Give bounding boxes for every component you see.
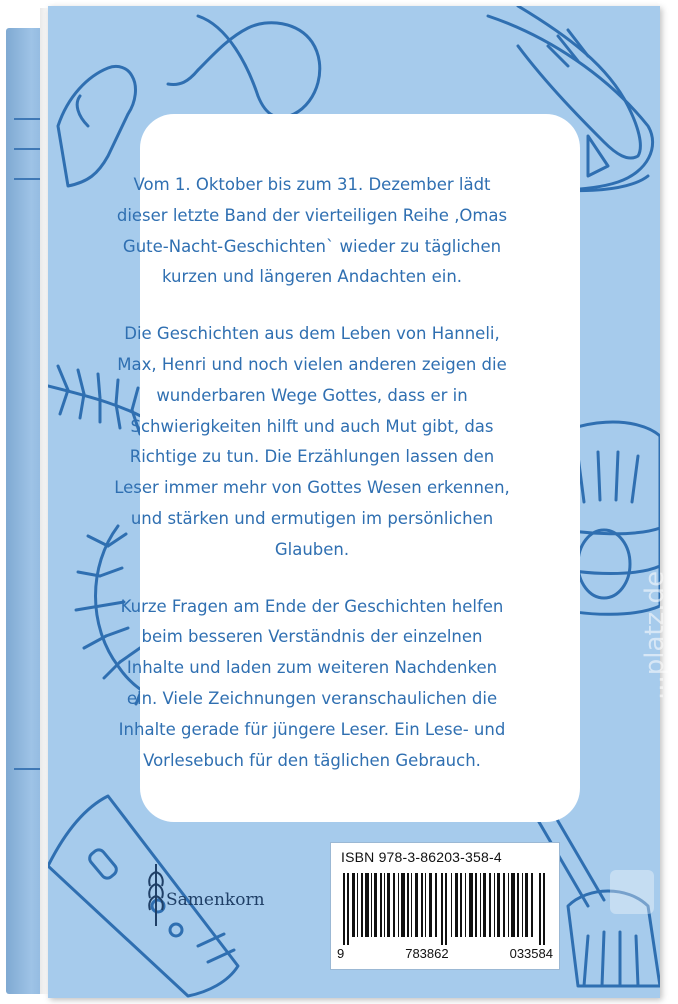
blurb-paragraph-1: Vom 1. Oktober bis zum 31. Dezember lädt dieser letzte Band der vierteiligen Reihe ‚Omas Gute-Nacht-Geschichten` wieder zu täglichen kurzen und längeren Andachten ein. [116, 175, 508, 287]
blurb-paragraph-2: Die Geschichten aus dem Leben von Hanneli, Max, Henri und noch vielen anderen zeigen die wunderbaren Wege Gottes, dass er in Schwierigkeiten hilft und auch Mut gibt, das Richtige zu tun. Die Erzählungen lassen den Leser immer mehr von Gottes Wesen erkennen, und stärken und ermutigen im persönlichen Glauben. [114, 324, 510, 559]
barcode [343, 873, 547, 945]
barcode-digits-group-1: 783862 [405, 946, 449, 961]
rope-icon [168, 16, 320, 117]
barcode-digit-first: 9 [337, 946, 345, 961]
blurb-paragraph-3: Kurze Fragen am Ende der Geschichten helfen beim besseren Verständnis der einzelnen Inhalte und laden zum weiteren Nachdenken ein. Viele Zeichnungen veranschaulichen die Inhalte gerade für jüngere Leser. Ein Lese- und Vorlesebuch für den täglichen Gebrauch. [118, 596, 506, 770]
isbn-barcode-box [330, 842, 560, 970]
isbn-label: ISBN 978-3-86203-358-4 [341, 849, 502, 865]
blurb-text [112, 170, 512, 802]
publisher-logo [146, 860, 306, 930]
watermark-logo-icon [610, 870, 654, 914]
publisher-name: Samenkorn [166, 890, 265, 910]
barcode-digits-group-2: 033584 [509, 946, 553, 961]
barcode-digits [337, 946, 553, 961]
wheat-ear-icon [146, 860, 166, 930]
watermark-text: ...platz.de [640, 570, 670, 700]
hand-icon [58, 66, 135, 186]
